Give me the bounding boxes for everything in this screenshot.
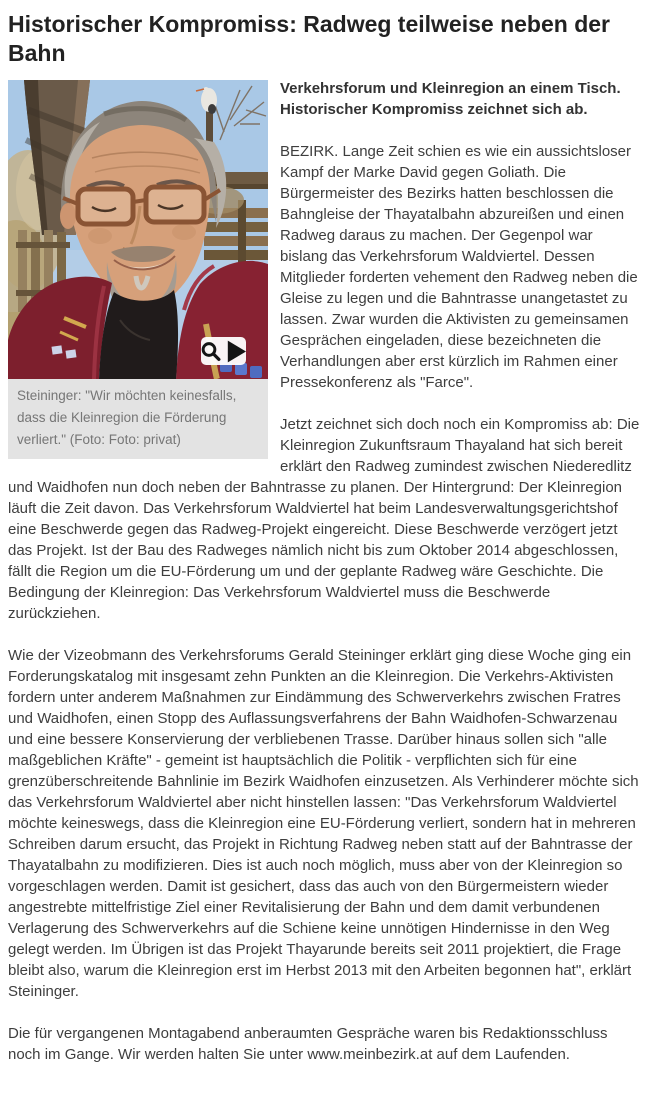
tshirt [99,290,178,379]
article-paragraph-2: Jetzt zeichnet sich doch noch ein Kompromiss ab: Die Kleinregion Zukunftsraum Thayaland hat sich bereit erklärt den Radweg zumindest zwischen Niederedlitz und Waidhofen nun doch neben der Bahntrasse zu planen. Der Hintergrund: Der Kleinregion läuft die Zeit davon. Das Verkehrsforum Waldviertel hat beim Landesverwaltungsgerichtshof eine Beschwerde gegen das Radweg-Projekt eingereicht. Diese Beschwerde verzögert jetzt das Projekt. Ist der Bau des Radweges nämlich nicht bis zum Oktober 2014 abgeschlossen, fällt die Region um die EU-Förderung um und der geplante Radweg wäre Geschichte. Die Bedingung der Kleinregion: Das Verkehrsforum Waldviertel muss die Beschwerde zurückziehen. [8,416,640,622]
zoom-icon [201,202,221,380]
article-lead: Verkehrsforum und Kleinregion an einem Tisch. Historischer Kompromiss zeichnet sich ab. [280,80,621,118]
article-paragraph-1: BEZIRK. Lange Zeit schien es wie ein aussichtsloser Kampf der Marke David gegen Goliath. Die Bürgermeister des Bezirks hatten beschlossen die Bahngleise der Thayatalbahn abzureißen und einen Radweg daraus zu machen. Der Gegenpol war bislang das Verkehrsforum Waldviertel. Dessen Mitglieder forderten vehement den Radweg neben die Gleise zu legen und die Bahntrasse unangetastet zu lassen. Zwar wurden die Aktivisten zu gemeinsamen Gesprächen eingeladen, diese bezeichneten die Verhandlungen aber erst kürzlich im Rahmen einer Pressekonferenz als "Farce". [280,143,638,391]
article-paragraph-4: Die für vergangenen Montagabend anberaumten Gespräche waren bis Redaktionsschluss noch im Gange. Wir werden halten Sie unter www.meinbezirk.at auf dem Laufenden. [8,1025,608,1063]
media-overlay-button[interactable] [201,337,246,365]
article-paragraph-3: Wie der Vizeobmann des Verkehrsforums Gerald Steininger erklärt ging diese Woche ging ein Forderungskatalog mit insgesamt zehn Punkten an die Kleinregion. Die Verkehrs-Aktivisten fordern unter anderem Maßnahmen zur Eindämmung des Schwerverkehrs zwischen Fratres und Waidhofen, einen Stopp des Auflassungsverfahrens der Bahn Waidhofen-Schwarzenau und eine bessere Konservierung der verbliebenen Trasse. Darüber hinaus sollen sich "alle maßgeblichen Kräfte" - gemeint ist hauptsächlich die Politik - verpflichten sich für eine grenzüberschreitende Bahnlinie im Bezirk Waidhofen einzusetzen. Als Verhinderer möchte sich das Verkehrsforum Waldviertel aber nicht hinstellen lassen: "Das Verkehrsforum Waldviertel möchte keineswegs, dass die Kleinregion eine EU-Förderung verliert, sondern hat in mehreren Schreiben darum ersucht, das Projekt in Richtung Radweg neben statt auf der Bahntrasse der Thayatalbahn zu modifizieren. Dies ist auch noch möglich, muss aber von der Kleinregion so vorgeschlagen werden. Damit ist gesichert, dass das auch von den Bürgermeistern wieder angestrebte mittelfristige Ziel einer Revitalisierung der Bahn und dem damit verbundenen Verlagerung des Schwerverkehrs auf die Schiene keine unnötigen Hindernisse in den Weg gelegt werden. Im Übrigen ist das Projekt Thayarunde bereits seit 2011 projektiert, die Frage bleibt also, warum die Kleinregion erst im Herbst 2013 mit den Arbeiten begonnen hat", erklärt Steininger. [8,647,639,1000]
photo-caption: Steininger: "Wir möchten keinesfalls, dass die Kleinregion die Förderung verliert." (Foto: Foto: privat) [8,379,268,459]
play-icon [226,202,246,380]
article-photo[interactable] [8,80,268,379]
page-title: Historischer Kompromiss: Radweg teilweise neben der Bahn [8,11,610,66]
article-figure [8,80,268,459]
